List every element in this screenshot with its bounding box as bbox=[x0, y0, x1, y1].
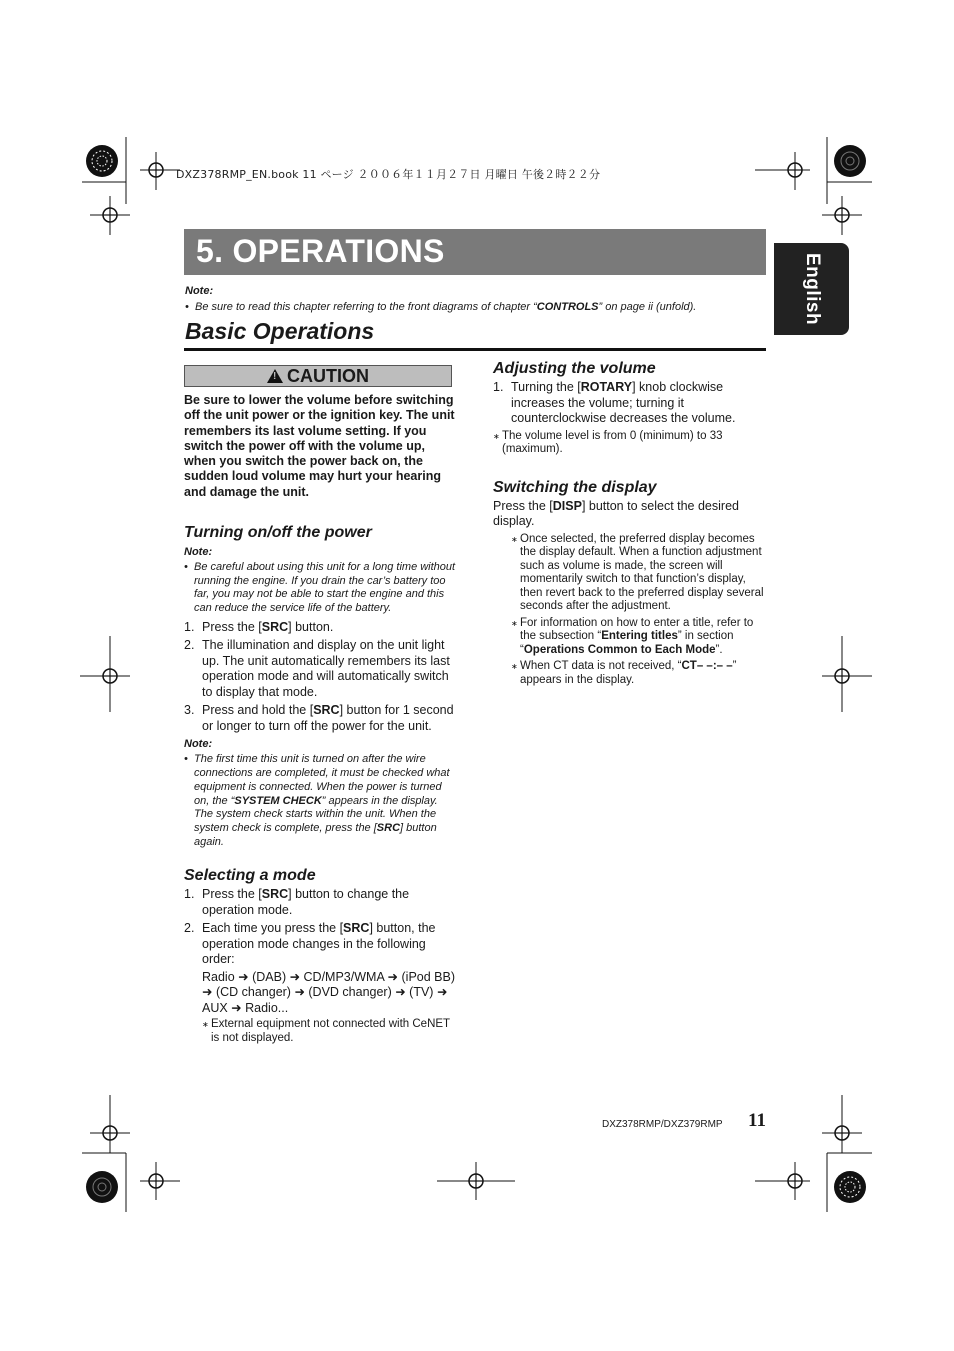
note-text-end: ] button again. bbox=[194, 821, 437, 848]
rotary-key-label: ROTARY bbox=[580, 380, 633, 394]
src-key-label: SRC bbox=[261, 619, 289, 634]
note-label: Note: bbox=[185, 285, 214, 297]
system-check-label: SYSTEM CHECK bbox=[234, 794, 322, 807]
step-number: 2. bbox=[184, 638, 195, 653]
src-key-label: SRC bbox=[343, 921, 370, 936]
power-step-3 bbox=[184, 703, 456, 734]
display-star-3 bbox=[511, 660, 765, 687]
star-note-text: For information on how to enter a title, refer to the subsection “ bbox=[520, 616, 754, 642]
volume-star-note bbox=[493, 430, 765, 457]
step-text: Turning the [ bbox=[511, 380, 581, 394]
src-key-label: SRC bbox=[261, 887, 289, 902]
star-note-text: When CT data is not received, “ bbox=[520, 660, 682, 672]
step-text: Press and hold the [ bbox=[202, 703, 314, 718]
asterisk-mark: ∗ bbox=[511, 618, 518, 628]
chapter-title: 5. OPERATIONS bbox=[196, 233, 445, 269]
display-intro bbox=[493, 499, 765, 530]
volume-title: Adjusting the volume bbox=[493, 360, 656, 377]
step-text: Each time you press the [ bbox=[202, 921, 344, 936]
star-note-text-end: ”. bbox=[715, 643, 723, 656]
src-key-label: SRC bbox=[376, 821, 401, 834]
src-key-label: SRC bbox=[313, 703, 340, 718]
language-tab bbox=[774, 243, 849, 335]
display-star-2 bbox=[511, 617, 765, 658]
bullet-mark: • bbox=[184, 753, 188, 766]
page-number: 11 bbox=[748, 1110, 766, 1131]
step-text-end: ] button for 1 second or longer to turn off the power for the unit. bbox=[202, 703, 454, 733]
section-ref-label: Operations Common to Each Mode bbox=[523, 643, 716, 656]
mode-title: Selecting a mode bbox=[184, 867, 316, 885]
footer-model: DXZ378RMP/DXZ379RMP bbox=[602, 1119, 723, 1130]
power-step-1 bbox=[184, 620, 456, 636]
note-text: Be sure to read this chapter referring to the front diagrams of chapter “ bbox=[195, 301, 537, 313]
power-step-2 bbox=[184, 638, 456, 700]
caution-box bbox=[184, 365, 452, 387]
mode-step-2 bbox=[184, 921, 456, 968]
mode-order: Radio ➜ (DAB) ➜ CD/MP3/WMA ➜ (iPod BB) ➜ (CD changer) ➜ (DVD changer) ➜ (TV) ➜ AUX ➜ Radio... bbox=[202, 969, 455, 1015]
chapter-title-bar bbox=[184, 229, 766, 275]
power-title: Turning on/off the power bbox=[184, 524, 372, 542]
language-tab-label: English bbox=[801, 252, 823, 326]
ct-display-label: CT– –:– – bbox=[681, 660, 733, 672]
volume-step-1 bbox=[493, 380, 765, 427]
intro-text: Press the [ bbox=[493, 498, 553, 513]
step-text-end: ] button, the operation mode changes in the following order: bbox=[202, 921, 436, 967]
note-text: ” appears in the display. The system check starts within the unit. When the system check is complete, press the [ bbox=[194, 794, 438, 834]
power-note-label: Note: bbox=[184, 546, 213, 559]
step-text: The illumination and display on the unit light up. The unit automatically remembers its last operation mode and will automatically switch to display that mode. bbox=[202, 638, 450, 699]
mode-star-note bbox=[202, 1018, 456, 1045]
step-number: 1. bbox=[184, 887, 195, 902]
step-number: 3. bbox=[184, 703, 195, 718]
section-title: Basic Operations bbox=[185, 318, 375, 344]
bullet-mark: • bbox=[185, 301, 189, 313]
caution-text: Be sure to lower the volume before switching off the unit power or the ignition key. The unit remembers its last volume setting. If you switch the power off with the volume up, when you switch the power back on, the sudden loud volume may hurt your hearing and damage the unit. bbox=[184, 393, 455, 499]
disp-key-label: DISP bbox=[552, 498, 582, 513]
step-text: Press the [ bbox=[202, 887, 262, 902]
asterisk-mark: ∗ bbox=[511, 534, 518, 544]
left-column bbox=[184, 393, 456, 1045]
step-number: 1. bbox=[184, 619, 195, 634]
display-star-1 bbox=[511, 533, 765, 614]
warning-triangle-icon: ! bbox=[267, 369, 283, 383]
star-note-text: External equipment not connected with CeNET is not displayed. bbox=[211, 1018, 450, 1044]
right-column bbox=[493, 360, 765, 687]
step-number: 2. bbox=[184, 921, 195, 936]
note-bullet bbox=[185, 300, 765, 314]
power-note bbox=[184, 561, 456, 616]
step-text-end: ] button to change the operation mode. bbox=[202, 887, 410, 917]
star-note-text-end: ” appears in the display. bbox=[520, 660, 737, 686]
step-text-end: ] knob clockwise increases the volume; turning it counterclockwise decreases the volume. bbox=[511, 380, 736, 425]
asterisk-mark: ∗ bbox=[493, 431, 500, 441]
section-rule bbox=[184, 348, 766, 351]
asterisk-mark: ∗ bbox=[202, 1020, 209, 1030]
top-note bbox=[185, 285, 765, 314]
bullet-mark: • bbox=[184, 561, 188, 574]
display-title: Switching the display bbox=[493, 478, 657, 496]
star-note-text: Once selected, the preferred display becomes the display default. When a function adjustment such as volume is made, the screen will momentarily switch to that function’s display, then revert back to the preferred display several seconds after the adjustment. bbox=[520, 532, 764, 612]
step-text-end: ] button. bbox=[288, 619, 334, 634]
asterisk-mark: ∗ bbox=[511, 662, 518, 671]
star-note-text: ” in section “ bbox=[520, 630, 734, 656]
note-bold: CONTROLS bbox=[536, 301, 599, 313]
power-note-text: Be careful about using this unit for a long time without running the engine. If you drain the car’s battery too far, you may not be able to start the engine and this can reduce the service life of the battery. bbox=[194, 561, 456, 615]
star-note-text: The volume level is from 0 (minimum) to 33 (maximum). bbox=[502, 429, 723, 455]
note-text-end: ” on page ii (unfold). bbox=[598, 301, 697, 313]
note-text: The first time this unit is turned on after the wire connections are completed, it must be checked what equipment is connected. When the power is turned on, the “ bbox=[194, 753, 450, 807]
entering-titles-label: Entering titles bbox=[601, 630, 678, 642]
power-note2 bbox=[184, 753, 456, 849]
step-number: 1. bbox=[493, 380, 504, 394]
mode-step-1 bbox=[184, 887, 456, 918]
power-note2-label: Note: bbox=[184, 738, 213, 751]
file-header: DXZ378RMP_EN.book 11 ページ ２００６年１１月２７日 月曜日 午後２時２２分 bbox=[176, 168, 601, 181]
intro-text-end: ] button to select the desired display. bbox=[493, 498, 739, 528]
caution-label: CAUTION bbox=[287, 366, 369, 386]
step-text: Press the [ bbox=[202, 619, 262, 634]
